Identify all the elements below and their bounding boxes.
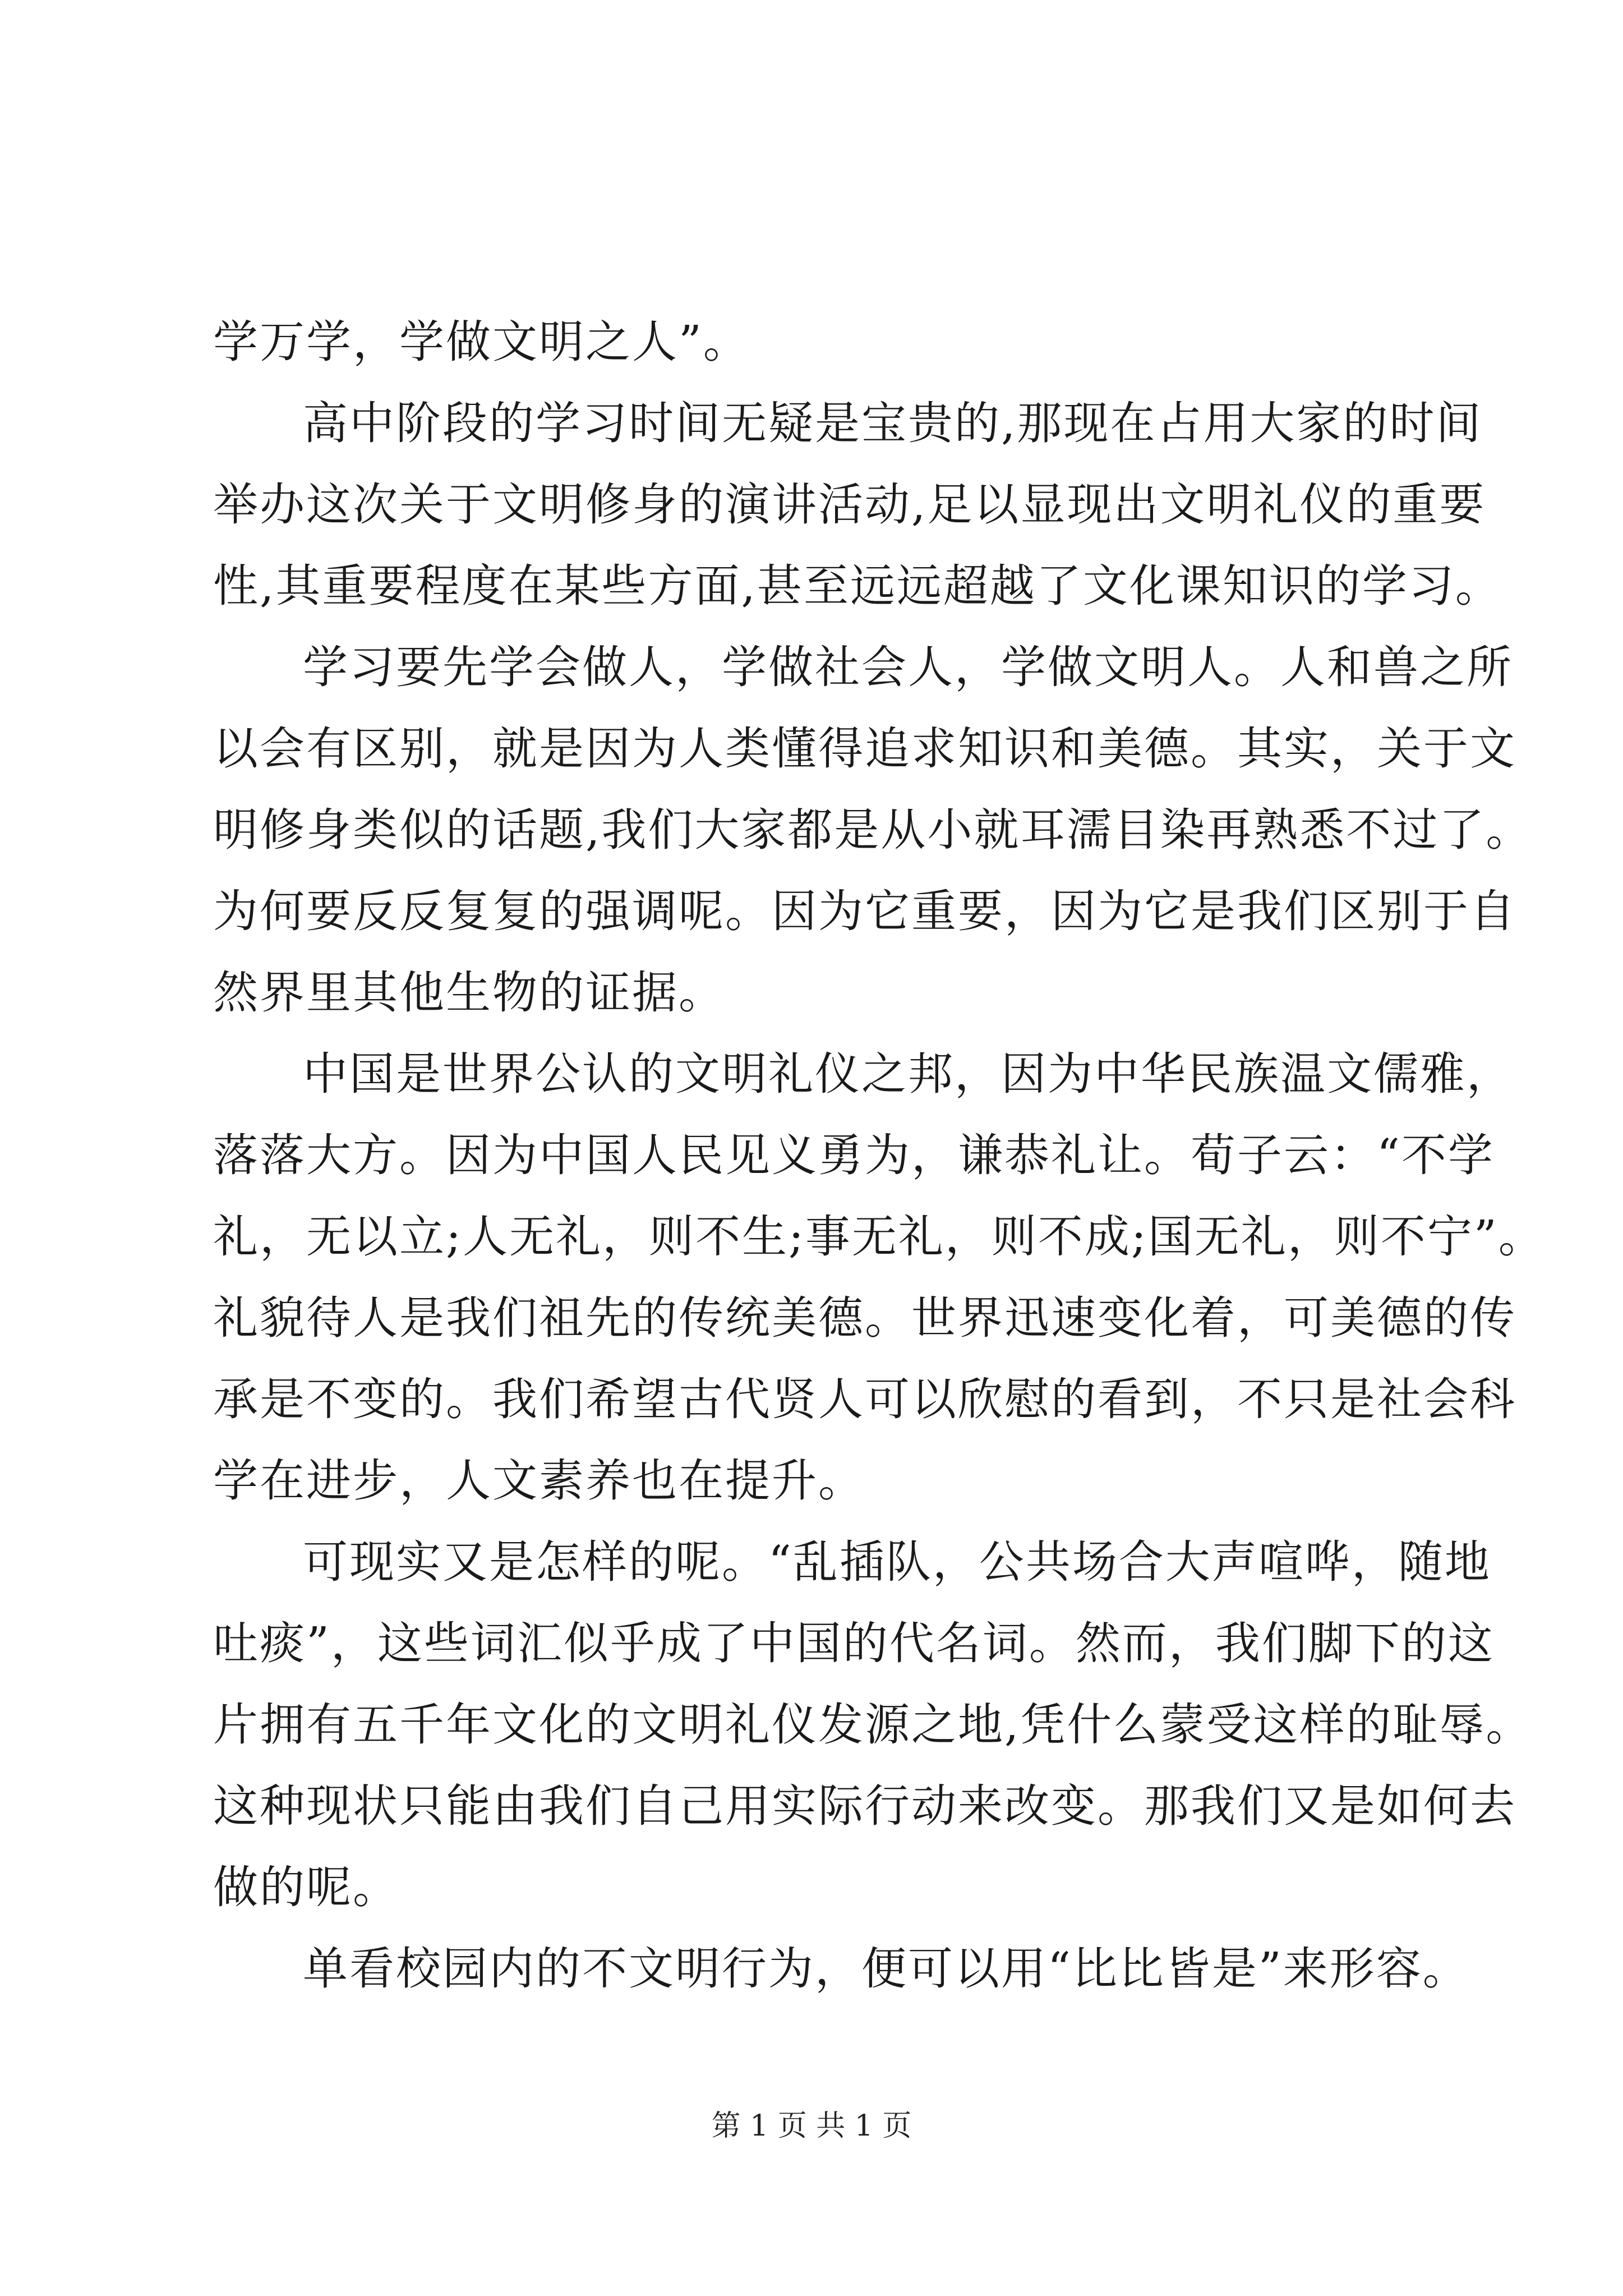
text-line: 举办这次关于文明修身的演讲活动,足以显现出文明礼仪的重要 [213,478,1486,531]
text-line: 学在进步，人文素养也在提升。 [213,1455,865,1507]
text-line: 然界里其他生物的证据。 [213,967,725,1019]
text-line: 片拥有五千年文化的文明礼仪发源之地,凭什么蒙受这样的耻辱。 [213,1699,1533,1751]
text-line: 明修身类似的话题,我们大家都是从小就耳濡目染再熟悉不过了。 [213,804,1533,856]
text-line: 为何要反反复复的强调呢。因为它重要，因为它是我们区别于自 [213,885,1516,937]
text-line: 做的呢。 [213,1861,399,1913]
paragraph-first-line: 单看校园内的不文明行为，便可以用“比比皆是”来形容。 [303,1943,1469,1995]
text-line: 学万学，学做文明之人”。 [213,316,750,368]
text-line: 性,其重要程度在某些方面,甚至远远超越了文化课知识的学习。 [213,560,1502,612]
text-line: 以会有区别，就是因为人类懂得追求知识和美德。其实，关于文 [213,723,1516,775]
text-line: 吐痰”，这些词汇似乎成了中国的代名词。然而，我们脚下的这 [213,1617,1495,1669]
paragraph-first-line: 高中阶段的学习时间无疑是宝贵的,那现在占用大家的时间 [303,397,1483,449]
paragraph-first-line: 可现实又是怎样的呢。“乱插队，公共场合大声喧哗，随地 [303,1536,1491,1588]
text-line: 落落大方。因为中国人民见义勇为，谦恭礼让。荀子云：“不学 [213,1129,1495,1181]
text-line: 礼，无以立;人无礼，则不生;事无礼，则不成;国无礼，则不宁”。 [213,1211,1545,1263]
paragraph-first-line: 学习要先学会做人，学做社会人，学做文明人。人和兽之所 [303,641,1513,693]
text-line: 礼貌待人是我们祖先的传统美德。世界迅速变化着，可美德的传 [213,1292,1516,1344]
text-line: 承是不变的。我们希望古代贤人可以欣慰的看到，不只是社会科 [213,1373,1516,1425]
page-number-footer: 第 1 页 共 1 页 [711,2109,912,2143]
paragraph-first-line: 中国是世界公认的文明礼仪之邦，因为中华民族温文儒雅， [303,1048,1513,1100]
text-line: 这种现状只能由我们自己用实际行动来改变。那我们又是如何去 [213,1780,1516,1832]
